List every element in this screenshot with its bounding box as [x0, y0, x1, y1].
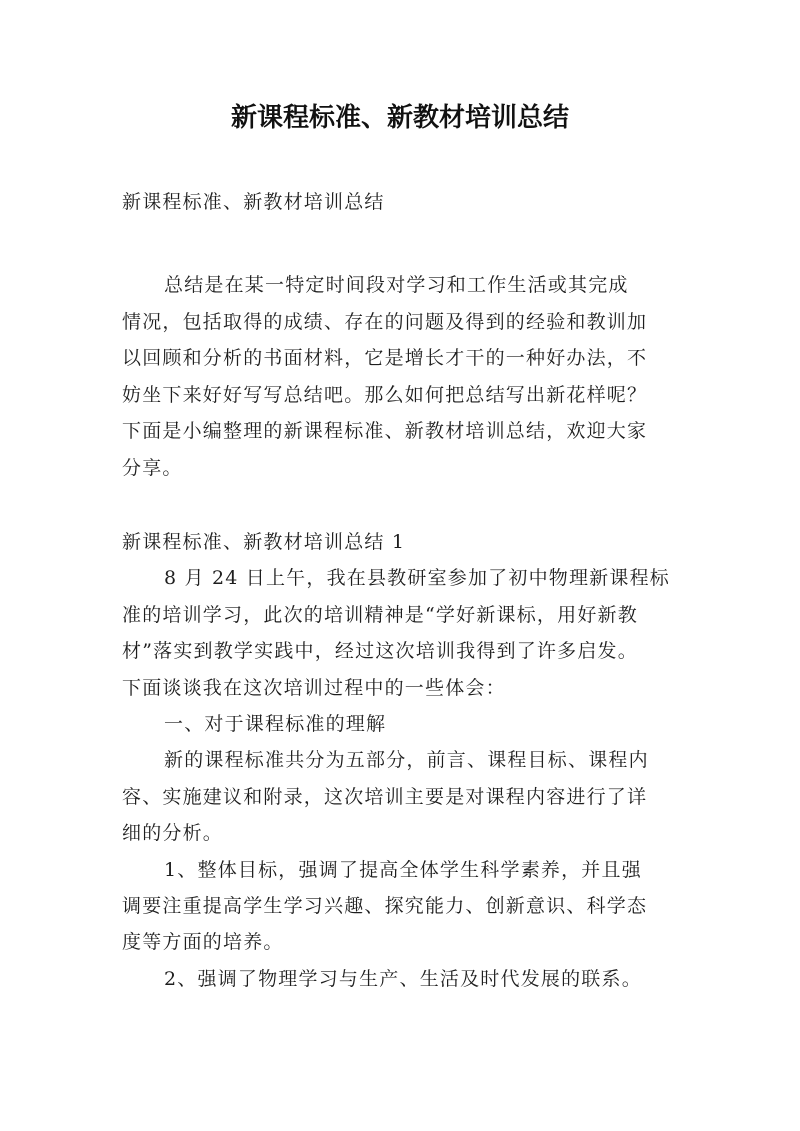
section-line: 度等方面的培养。: [122, 931, 284, 954]
intro-line: 下面是小编整理的新课程标准、新教材培训总结，欢迎大家: [122, 420, 648, 442]
section-heading: 新课程标准、新教材培训总结 1: [122, 531, 406, 553]
section-line: 一、对于课程标准的理解: [164, 712, 387, 735]
document-subtitle: 新课程标准、新教材培训总结: [122, 191, 385, 213]
section-line: 准的培训学习，此次的培训精神是“学好新课标，用好新教: [122, 603, 638, 626]
intro-line: 情况，包括取得的成绩、存在的问题及得到的经验和教训加: [122, 310, 648, 333]
section-line: 调要注重提高学生学习兴趣、探究能力、创新意识、科学态: [122, 894, 648, 917]
intro-paragraph: [122, 233, 686, 486]
section-line: 2、强调了物理学习与生产、生活及时代发展的联系。: [164, 967, 642, 990]
section-1: [122, 524, 686, 997]
section-line: 细的分析。: [122, 822, 224, 845]
section-line: 材”落实到教学实践中，经过这次培训我得到了许多启发。: [122, 640, 638, 663]
intro-line: 妨坐下来好好写写总结吧。那么如何把总结写出新花样呢？: [122, 383, 648, 406]
section-line: 下面谈谈我在这次培训过程中的一些体会：: [122, 676, 506, 699]
document-subtitle-block: [122, 185, 686, 219]
intro-line: 总结是在某一特定时间段对学习和工作生活或其完成: [164, 274, 629, 296]
section-line: 容、实施建议和附录，这次培训主要是对课程内容进行了详: [122, 785, 648, 808]
section-line: 1、整体目标，强调了提高全体学生科学素养，并且强: [164, 858, 642, 881]
document-title: 新课程标准、新教材培训总结: [230, 103, 569, 133]
section-line: 新的课程标准共分为五部分，前言、课程目标、课程内: [164, 749, 649, 772]
intro-line: 以回顾和分析的书面材料，它是增长才干的一种好办法，不: [122, 347, 648, 369]
section-line: 8 月 24 日上午，我在县教研室参加了初中物理新课程标: [164, 567, 670, 590]
intro-line: 分享。: [122, 456, 183, 479]
